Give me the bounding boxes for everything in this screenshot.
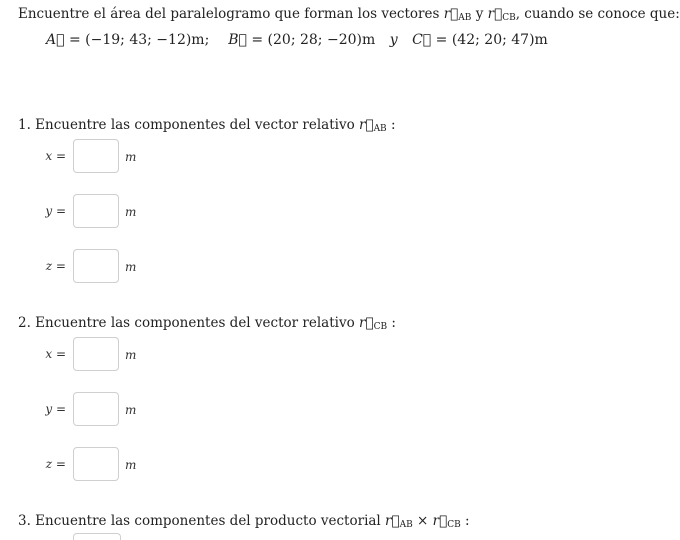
y-label: y =: [45, 402, 66, 416]
x-label: x =: [45, 347, 66, 361]
y-label: y =: [45, 204, 66, 218]
q3-x-input-partial[interactable]: [73, 533, 121, 540]
question-1: 1. Encuentre las componentes del vector relativo $r⃗_{AB}$ :: [18, 117, 396, 134]
z-label: z =: [45, 457, 66, 471]
unit-label: m: [125, 348, 137, 362]
vector-r-cb: $r⃗_{CB}$: [432, 513, 461, 530]
problem-statement: Encuentre el área del paralelogramo que forman los vectores $r⃗_{AB}$ y $r⃗_{CB}$, cuando se conoce que:: [18, 6, 680, 23]
vector-c-value: = (42; 20; 47)m: [431, 32, 548, 48]
unit-label: m: [125, 458, 137, 472]
vector-r-ab: $r⃗_{AB}$: [385, 513, 413, 530]
vector-c-name: C: [412, 32, 432, 48]
q2-x-input[interactable]: [73, 337, 119, 371]
unit-label: m: [125, 260, 137, 274]
vector-r-cb: $r⃗_{CB}$: [359, 315, 388, 332]
vector-r-ab: $r⃗_{AB}$: [359, 117, 387, 134]
q1-x-input[interactable]: [73, 139, 119, 173]
z-label: z =: [45, 259, 66, 273]
question-3: 3. Encuentre las componentes del producto vectorial $r⃗_{AB}$ × $r⃗_{CB}$ :: [18, 513, 470, 530]
q2-z-input[interactable]: [73, 447, 119, 481]
intro-text: Encuentre el área del paralelogramo que forman los vectores: [18, 6, 444, 22]
given-vectors: [46, 32, 548, 48]
q2-y-input[interactable]: [73, 392, 119, 426]
vector-a-value: = (−19; 43; −12)m;: [64, 32, 210, 48]
vector-b-name: B: [228, 32, 247, 48]
vector-a-name: A: [46, 32, 65, 48]
vector-r-ab: $r⃗_{AB}$: [443, 6, 472, 23]
unit-label: m: [125, 403, 137, 417]
vector-b-value: = (20; 28; −20)m: [246, 32, 376, 48]
unit-label: m: [125, 150, 137, 164]
vector-r-cb: $r⃗_{CB}$: [487, 6, 516, 23]
x-label: x =: [45, 149, 66, 163]
intro-text-after: , cuando se conoce que:: [515, 6, 680, 22]
question-2: 2. Encuentre las componentes del vector relativo $r⃗_{CB}$ :: [18, 315, 396, 332]
conjunction: y: [389, 32, 398, 48]
q1-y-input[interactable]: [73, 194, 119, 228]
q1-z-input[interactable]: [73, 249, 119, 283]
unit-label: m: [125, 205, 137, 219]
